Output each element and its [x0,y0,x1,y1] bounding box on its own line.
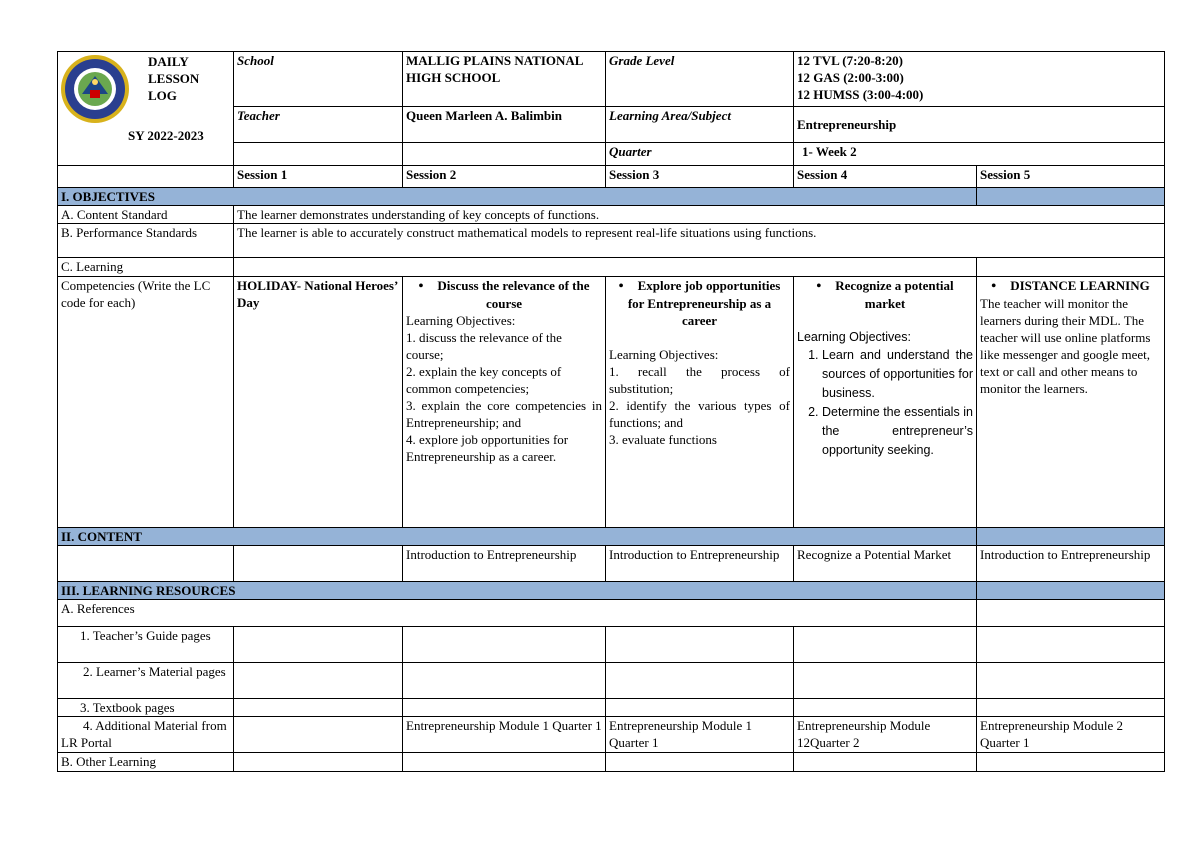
empty-cell [977,582,1165,600]
session-2-objective: 4. explore job opportunities for Entrepreneurship as a career. [406,432,569,464]
session-3-objective: 2. identify the various types of functions; and [609,398,790,430]
content-heading: II. CONTENT [58,528,977,546]
empty-cell [403,663,606,699]
empty-cell [794,699,977,717]
school-year: SY 2022-2023 [128,128,204,143]
session-2-objective: 1. discuss the relevance of the course; [406,330,562,362]
session-4-header: Session 4 [794,166,977,188]
session-3-objectives-heading: Learning Objectives: [609,347,719,362]
empty-cell [977,528,1165,546]
empty-cell [234,546,403,582]
teachers-guide-label: 1. Teacher’s Guide pages [58,627,234,663]
session-3-header: Session 3 [606,166,794,188]
empty-cell [977,699,1165,717]
content-standard-label: A. Content Standard [58,206,234,224]
other-learning-label: B. Other Learning [58,753,234,772]
session-5-competency [977,277,1165,528]
session-4-objectives-heading: Learning Objectives: [797,330,911,344]
session-5-header: Session 5 [977,166,1165,188]
empty-cell [403,699,606,717]
empty-cell [234,753,403,772]
empty-cell [606,663,794,699]
textbook-pages-label: 3. Textbook pages [58,699,234,717]
performance-standard-label: B. Performance Standards [58,224,234,258]
session-2-objective: 2. explain the key concepts of common competencies; [406,364,562,396]
school-seal-icon [60,54,130,124]
empty-cell [606,699,794,717]
empty-cell [234,717,403,753]
empty-cell [234,143,403,166]
session-5-content: Introduction to Entrepreneurship [977,546,1165,582]
teacher-label: Teacher [234,107,403,143]
session-2-header: Session 2 [403,166,606,188]
empty-cell [234,627,403,663]
session-5-bullet: • DISTANCE LEARNING [980,277,1161,295]
empty-cell [58,546,234,582]
subject-label: Learning Area/Subject [606,107,794,143]
grade-level-value: 12 TVL (7:20-8:20) 12 GAS (2:00-3:00) 12 HUMSS (3:00-4:00) [794,52,1165,107]
session-3-additional-material: Entrepreneurship Module 1 Quarter 1 [606,717,794,753]
session-2-objective: 3. explain the core competencies in Entrepreneurship; and [406,398,602,430]
session-4-content: Recognize a Potential Market [794,546,977,582]
session-2-competency [403,277,606,528]
empty-cell [794,753,977,772]
session-4-bullet: • Recognize a potential market [797,277,973,312]
session-4-competency [794,277,977,528]
quarter-label: Quarter [606,143,794,166]
grade-level-label: Grade Level [606,52,794,107]
empty-cell [794,663,977,699]
empty-cell [794,627,977,663]
learners-material-label: 2. Learner’s Material pages [58,663,234,699]
empty-cell [977,600,1165,627]
empty-cell [977,188,1165,206]
session-2-content: Introduction to Entrepreneurship [403,546,606,582]
session-5-additional-material: Entrepreneurship Module 2 Quarter 1 [977,717,1165,753]
session-3-content: Introduction to Entrepreneurship [606,546,794,582]
references-label: A. References [58,600,977,627]
empty-cell [977,258,1165,277]
subject-value: Entrepreneurship [794,107,1165,143]
empty-cell [403,143,606,166]
empty-cell [58,166,234,188]
logo-cell [58,52,234,166]
additional-material-label: 4. Additional Material from LR Portal [58,717,234,753]
session-3-objective: 1. recall the process of substitution; [609,364,790,396]
empty-cell [403,627,606,663]
empty-cell [234,258,977,277]
empty-cell [977,663,1165,699]
competencies-label-1: C. Learning [58,258,234,277]
session-4-additional-material: Entrepreneurship Module 12Quarter 2 [794,717,977,753]
session-3-bullet: • Explore job opportunities for Entrepreneurship as a career [609,277,790,329]
empty-cell [977,753,1165,772]
empty-cell [977,627,1165,663]
quarter-value: 1- Week 2 [794,143,1165,166]
objectives-heading: I. OBJECTIVES [58,188,977,206]
session-1-competency: HOLIDAY- National Heroes’ Day [234,277,403,528]
session-4-objective: 2. Determine the essentials in the entrepreneur’s opportunity seeking. [822,403,973,460]
session-2-objectives-heading: Learning Objectives: [406,313,516,328]
session-5-text: The teacher will monitor the learners during their MDL. The teacher will use online platforms like messenger and google meet, text or call and other means to monitor the learners. [980,296,1151,396]
session-1-header: Session 1 [234,166,403,188]
school-value: MALLIG PLAINS NATIONAL HIGH SCHOOL [403,52,606,107]
session-3-objective: 3. evaluate functions [609,432,717,447]
empty-cell [234,699,403,717]
document-title: DAILY LESSON LOG [148,54,200,103]
session-2-bullet: • Discuss the relevance of the course [406,277,602,312]
school-label: School [234,52,403,107]
session-2-additional-material: Entrepreneurship Module 1 Quarter 1 [403,717,606,753]
session-4-objective: 1. Learn and understand the sources of opportunities for business. [822,346,973,403]
empty-cell [403,753,606,772]
empty-cell [234,663,403,699]
empty-cell [606,753,794,772]
content-standard-text: The learner demonstrates understanding of key concepts of functions. [234,206,1165,224]
daily-lesson-log-table [57,51,1165,772]
teacher-value: Queen Marleen A. Balimbin [403,107,606,143]
performance-standard-text: The learner is able to accurately construct mathematical models to represent real-life situations using functions. [234,224,1165,258]
learning-resources-heading: III. LEARNING RESOURCES [58,582,977,600]
empty-cell [606,627,794,663]
session-3-competency [606,277,794,528]
competencies-label-2: Competencies (Write the LC code for each) [58,277,234,528]
